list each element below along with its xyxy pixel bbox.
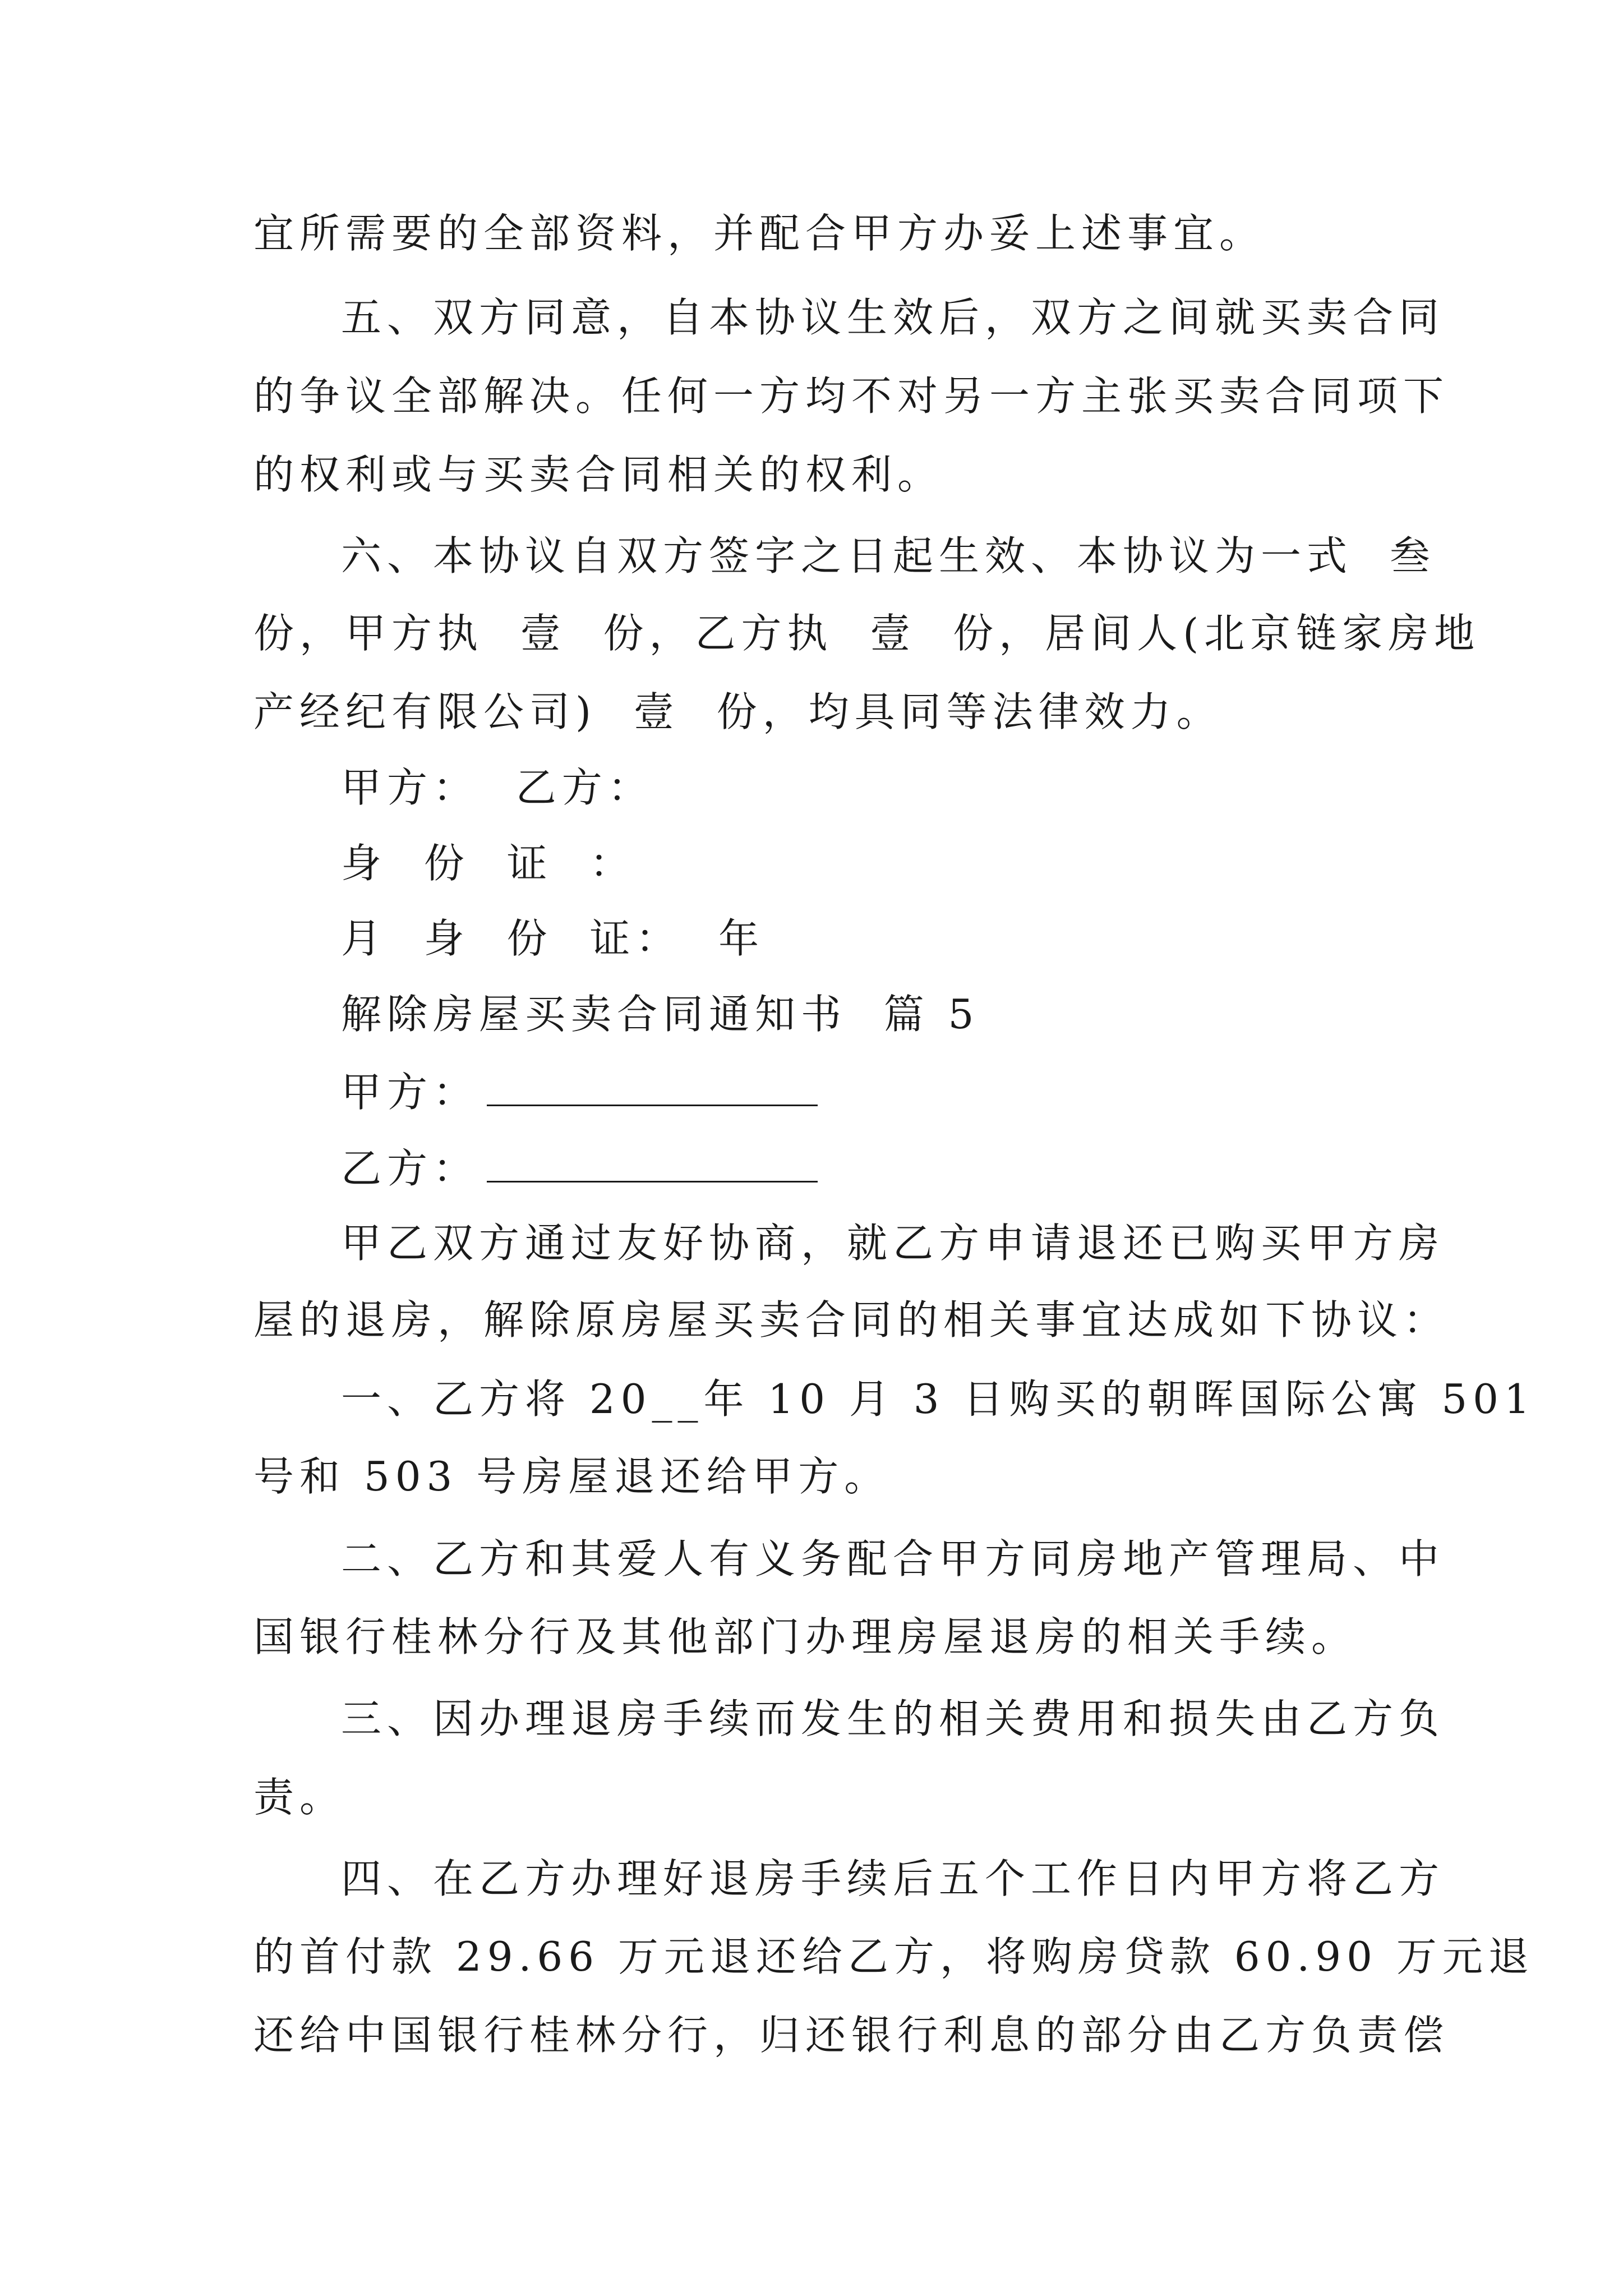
party-a-line [341, 1069, 818, 1116]
text-line: 屋的退房，解除原房屋买卖合同的相关事宜达成如下协议： [253, 1296, 1450, 1343]
text-line: 责。 [253, 1774, 346, 1821]
text-line: 还给中国银行桂林分行，归还银行利息的部分由乙方负责偿 [253, 2012, 1450, 2059]
section-heading: 解除房屋买卖合同通知书 篇 5 [341, 991, 980, 1038]
text-line: 宜所需要的全部资料，并配合甲方办妥上述事宜。 [253, 210, 1266, 257]
text-line: 份，甲方执 壹 份，乙方执 壹 份，居间人(北京链家房地 [253, 610, 1481, 657]
text-line: 六、本协议自双方签字之日起生效、本协议为一式 叁 [341, 532, 1436, 579]
text-line: 甲乙双方通过友好协商，就乙方申请退还已购买甲方房 [341, 1220, 1445, 1267]
text-line: 的权利或与买卖合同相关的权利。 [253, 451, 944, 498]
party-b-line [341, 1145, 818, 1192]
party-a-blank [487, 1070, 818, 1106]
text-line: 二、乙方和其爱人有义务配合甲方同房地产管理局、中 [341, 1535, 1445, 1582]
date-id-line: 月 身 份 证： 年 [341, 915, 765, 962]
text-line: 号和 503 号房屋退还给甲方。 [253, 1453, 891, 1500]
id-card-line: 身 份 证 ： [341, 840, 636, 887]
text-line: 国银行桂林分行及其他部门办理房屋退房的相关手续。 [253, 1613, 1358, 1660]
text-line: 五、双方同意，自本协议生效后，双方之间就买卖合同 [341, 294, 1445, 341]
text-line: 的争议全部解决。任何一方均不对另一方主张买卖合同项下 [253, 372, 1450, 420]
signature-parties-line: 甲方： 乙方： [341, 764, 654, 811]
text-line: 的首付款 29.66 万元退还给乙方，将购房贷款 60.90 万元退 [253, 1933, 1534, 1980]
text-line: 一、乙方将 20__年 10 月 3 日购买的朝晖国际公寓 501 [341, 1375, 1536, 1423]
text-line: 三、因办理退房手续而发生的相关费用和损失由乙方负 [341, 1695, 1445, 1742]
text-line: 四、在乙方办理好退房手续后五个工作日内甲方将乙方 [341, 1855, 1445, 1902]
party-b-label: 乙方： [341, 1145, 479, 1192]
text-line: 产经纪有限公司) 壹 份，均具同等法律效力。 [253, 688, 1223, 735]
party-b-blank [487, 1146, 818, 1182]
party-a-label: 甲方： [341, 1069, 479, 1116]
